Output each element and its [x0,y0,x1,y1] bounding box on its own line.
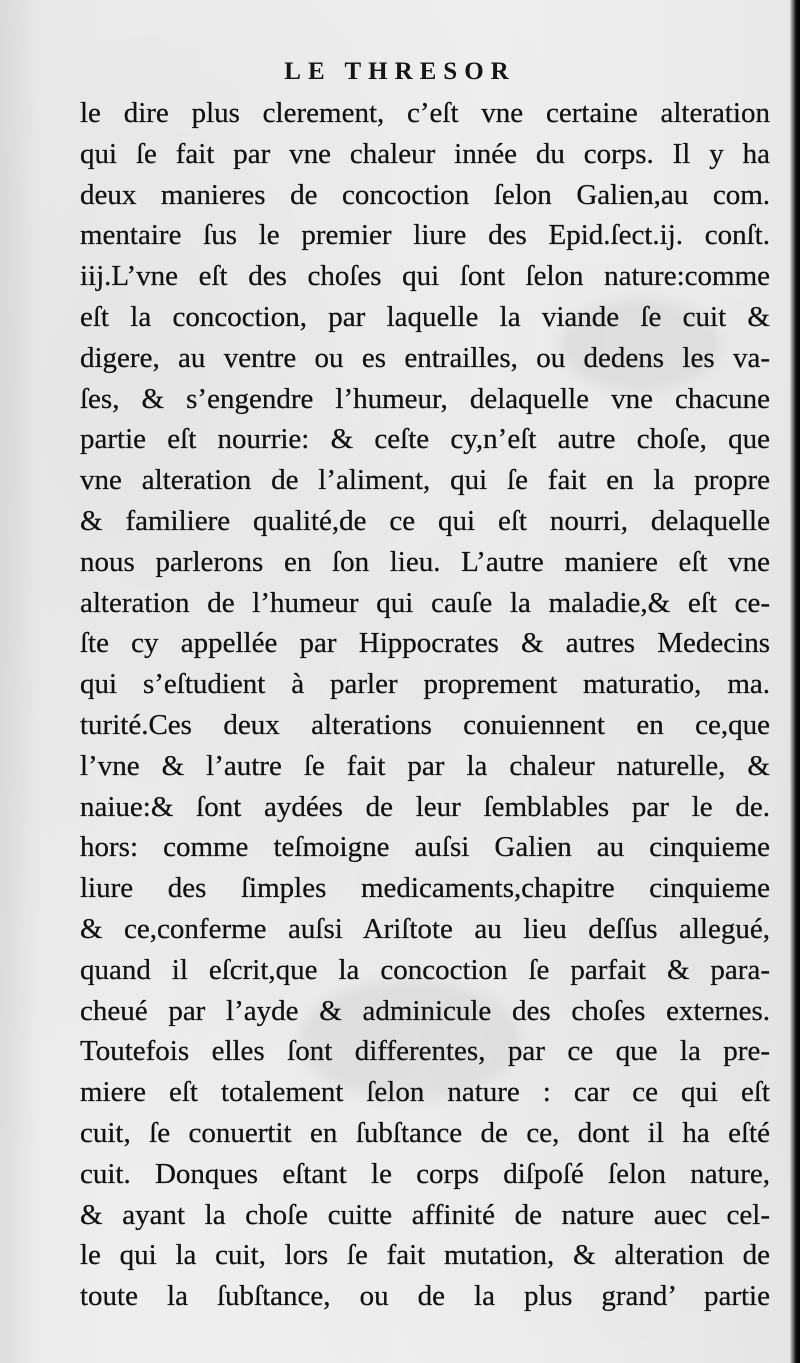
text-line: iij.L’vne eſt des choſes qui ſont ſelon nature:comme [80,260,770,293]
text-line: mentaire ſus le premier liure des Epid.ſect.ij. conſt. [80,219,770,252]
text-line: qui s’eſtudient à parler proprement maturatio, ma. [80,668,770,701]
text-line: liure des ſimples medicaments,chapitre cinquieme [80,872,770,905]
text-line: & ayant la choſe cuitte affinité de nature auec cel- [80,1198,770,1231]
text-line: eſt la concoction, par laquelle la viande ſe cuit & [80,300,770,333]
text-line: qui ſe fait par vne chaleur innée du corps. Il y ha [80,137,770,170]
text-line: & familiere qualité,de ce qui eſt nourri, delaquelle [80,504,770,537]
text-line: Toutefois elles ſont differentes, par ce que la pre- [80,1035,770,1068]
text-line: miere eſt totalement ſelon nature : car ce qui eſt [80,1076,770,1109]
text-line: le dire plus clerement, c’eſt vne certaine alteration [80,97,770,129]
text-line: quand il eſcrit,que la concoction ſe parfait & para- [80,953,770,986]
text-line: vne alteration de l’aliment, qui ſe fait en la propre [80,464,770,497]
text-line: le qui la cuit, lors ſe fait mutation, & alteration de [80,1239,770,1272]
text-line: naiue:& ſont aydées de leur ſemblables par le de. [80,790,770,823]
text-line: toute la ſubſtance, ou de la plus grand’ partie [80,1280,770,1313]
text-line: turité.Ces deux alterations conuiennent en ce,que [80,708,770,741]
text-line: & ce,conferme auſsi Ariſtote au lieu deſſus allegué, [80,912,770,945]
text-line: deux manieres de concoction ſelon Galien,au com. [80,178,770,211]
running-head: LE THRESOR [284,58,516,85]
text-line: cuit, ſe conuertit en ſubſtance de ce, dont il ha eſté [80,1116,770,1149]
text-line: cheué par l’ayde & adminicule des choſes externes. [80,994,770,1027]
text-line: digere, au ventre ou es entrailles, ou dedens les va- [80,341,770,374]
text-line: partie eſt nourrie: & ceſte cy,n’eſt autre choſe, que [80,423,770,456]
text-line: ſte cy appellée par Hippocrates & autres Medecins [80,627,770,660]
text-line: cuit. Donques eſtant le corps diſpoſé ſelon nature, [80,1157,770,1190]
text-line: alteration de l’humeur qui cauſe la maladie,& eſt ce- [80,586,770,619]
body-text [80,93,770,1317]
page-edge-shadow [790,0,800,1363]
text-line: hors: comme teſmoigne auſsi Galien au cinquieme [80,831,770,864]
text-line: ſes, & s’engendre l’humeur, delaquelle vne chacune [80,382,770,415]
text-line: l’vne & l’autre ſe fait par la chaleur naturelle, & [80,749,770,782]
text-line: nous parlerons en ſon lieu. L’autre maniere eſt vne [80,545,770,578]
